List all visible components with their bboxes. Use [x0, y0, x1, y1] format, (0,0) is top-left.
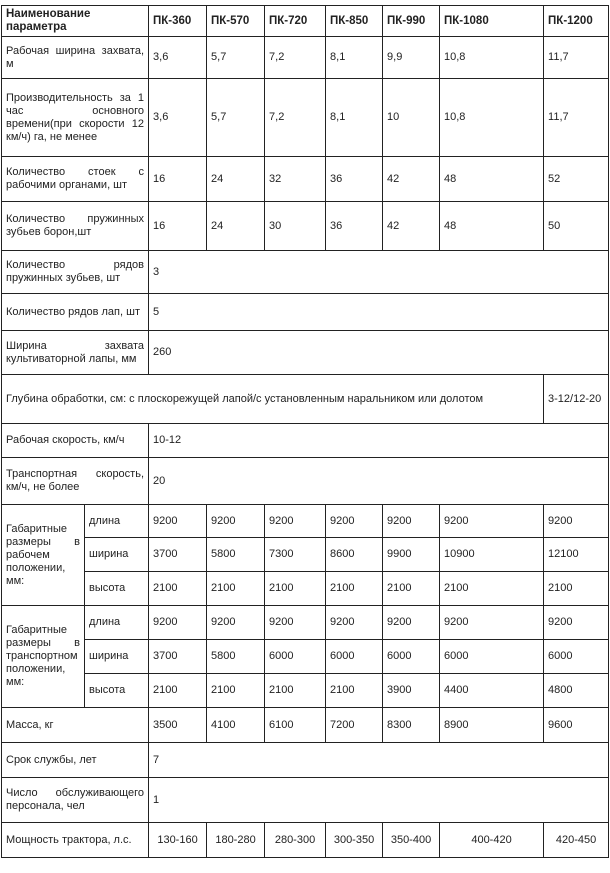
spec-table [1, 5, 609, 858]
cell: 2100 [207, 674, 265, 708]
sub-label: длина [85, 505, 149, 538]
cell: 3,6 [149, 79, 207, 157]
cell: 2100 [265, 674, 326, 708]
sub-label: высота [85, 572, 149, 606]
cell: 24 [207, 202, 265, 251]
cell: 10,8 [440, 79, 544, 157]
header-row [2, 6, 609, 37]
cell: 2100 [265, 572, 326, 606]
cell: 8600 [326, 538, 383, 572]
cell: 24 [207, 157, 265, 202]
cell: 3 [149, 251, 609, 294]
cell: 11,7 [544, 79, 609, 157]
row-label: Габаритные размеры в рабочем положении, мм: [2, 505, 85, 606]
cell: 9200 [149, 505, 207, 538]
header-pk850: ПК-850 [326, 6, 383, 37]
cell: 48 [440, 157, 544, 202]
cell: 10 [383, 79, 440, 157]
row-racks [2, 157, 609, 202]
sub-label: ширина [85, 538, 149, 572]
row-label: Количество пружинных зубьев борон,шт [2, 202, 149, 251]
cell: 6000 [265, 640, 326, 674]
cell: 260 [149, 331, 609, 375]
row-label: Рабочая ширина захвата, м [2, 37, 149, 79]
row-paw-width [2, 331, 609, 375]
cell: 3500 [149, 708, 207, 743]
row-productivity [2, 79, 609, 157]
cell: 9200 [207, 505, 265, 538]
cell: 9200 [207, 606, 265, 640]
cell: 6000 [383, 640, 440, 674]
cell: 6000 [326, 640, 383, 674]
cell: 8,1 [326, 79, 383, 157]
cell: 9600 [544, 708, 609, 743]
cell: 42 [383, 157, 440, 202]
cell: 7200 [326, 708, 383, 743]
row-transport-height [2, 674, 609, 708]
cell: 2100 [207, 572, 265, 606]
header-pk1080: ПК-1080 [440, 6, 544, 37]
cell: 9200 [440, 606, 544, 640]
cell: 3700 [149, 640, 207, 674]
cell: 2100 [440, 572, 544, 606]
cell: 10-12 [149, 424, 609, 458]
row-label: Количество стоек с рабочими органами, шт [2, 157, 149, 202]
cell: 6000 [544, 640, 609, 674]
cell: 36 [326, 202, 383, 251]
row-depth [2, 375, 609, 424]
row-teeth [2, 202, 609, 251]
cell: 280-300 [265, 823, 326, 858]
cell: 48 [440, 202, 544, 251]
row-label: Ширина захвата культиваторной лапы, мм [2, 331, 149, 375]
cell: 4400 [440, 674, 544, 708]
cell: 2100 [149, 674, 207, 708]
cell: 5800 [207, 538, 265, 572]
sub-label: длина [85, 606, 149, 640]
cell: 300-350 [326, 823, 383, 858]
row-label: Число обслуживающего персонала, чел [2, 778, 149, 823]
row-transport-width [2, 640, 609, 674]
row-label: Транспортная скорость, км/ч, не более [2, 458, 149, 505]
cell: 2100 [326, 572, 383, 606]
header-pk1200: ПК-1200 [544, 6, 609, 37]
row-service-life [2, 743, 609, 778]
cell: 50 [544, 202, 609, 251]
cell: 4100 [207, 708, 265, 743]
row-label: Масса, кг [2, 708, 149, 743]
cell: 8,1 [326, 37, 383, 79]
cell: 10900 [440, 538, 544, 572]
cell: 11,7 [544, 37, 609, 79]
cell: 36 [326, 157, 383, 202]
cell: 180-280 [207, 823, 265, 858]
cell: 3-12/12-20 [544, 375, 609, 424]
row-speed [2, 424, 609, 458]
cell: 8900 [440, 708, 544, 743]
cell: 400-420 [440, 823, 544, 858]
cell: 130-160 [149, 823, 207, 858]
cell: 32 [265, 157, 326, 202]
cell: 9200 [544, 606, 609, 640]
cell: 9200 [265, 606, 326, 640]
cell: 7,2 [265, 37, 326, 79]
row-width [2, 37, 609, 79]
cell: 16 [149, 157, 207, 202]
cell: 6000 [440, 640, 544, 674]
row-label: Глубина обработки, см: с плоскорежущей лапой/с установленным наральником или долотом [2, 375, 544, 424]
header-pk720: ПК-720 [265, 6, 326, 37]
cell: 1 [149, 778, 609, 823]
cell: 3900 [383, 674, 440, 708]
cell: 7 [149, 743, 609, 778]
cell: 3,6 [149, 37, 207, 79]
cell: 9,9 [383, 37, 440, 79]
cell: 2100 [383, 572, 440, 606]
cell: 9200 [265, 505, 326, 538]
cell: 10,8 [440, 37, 544, 79]
header-pk570: ПК-570 [207, 6, 265, 37]
cell: 8300 [383, 708, 440, 743]
cell: 9200 [544, 505, 609, 538]
cell: 7,2 [265, 79, 326, 157]
row-work-length [2, 505, 609, 538]
row-label: Мощность трактора, л.с. [2, 823, 149, 858]
row-label: Габаритные размеры в транспортном положении, мм: [2, 606, 85, 708]
row-staff [2, 778, 609, 823]
cell: 52 [544, 157, 609, 202]
cell: 42 [383, 202, 440, 251]
cell: 2100 [149, 572, 207, 606]
cell: 9200 [383, 505, 440, 538]
cell: 7300 [265, 538, 326, 572]
header-param: Наименование параметра [2, 6, 149, 37]
row-label: Производительность за 1 час основного времени(при скорости 12 км/ч) га, не менее [2, 79, 149, 157]
cell: 6100 [265, 708, 326, 743]
cell: 4800 [544, 674, 609, 708]
row-work-width [2, 538, 609, 572]
header-pk360: ПК-360 [149, 6, 207, 37]
cell: 9200 [149, 606, 207, 640]
row-transport-length [2, 606, 609, 640]
header-pk990: ПК-990 [383, 6, 440, 37]
row-paw-rows [2, 294, 609, 331]
cell: 2100 [544, 572, 609, 606]
cell: 3700 [149, 538, 207, 572]
row-teeth-rows [2, 251, 609, 294]
cell: 9900 [383, 538, 440, 572]
sub-label: ширина [85, 640, 149, 674]
row-tractor-power [2, 823, 609, 858]
cell: 5,7 [207, 37, 265, 79]
cell: 9200 [383, 606, 440, 640]
cell: 5 [149, 294, 609, 331]
cell: 20 [149, 458, 609, 505]
cell: 9200 [440, 505, 544, 538]
cell: 2100 [326, 674, 383, 708]
cell: 5,7 [207, 79, 265, 157]
row-label: Количество рядов лап, шт [2, 294, 149, 331]
cell: 350-400 [383, 823, 440, 858]
row-label: Количество рядов пружинных зубьев, шт [2, 251, 149, 294]
cell: 16 [149, 202, 207, 251]
row-label: Срок службы, лет [2, 743, 149, 778]
sub-label: высота [85, 674, 149, 708]
cell: 30 [265, 202, 326, 251]
cell: 12100 [544, 538, 609, 572]
cell: 5800 [207, 640, 265, 674]
row-work-height [2, 572, 609, 606]
cell: 9200 [326, 606, 383, 640]
row-label: Рабочая скорость, км/ч [2, 424, 149, 458]
row-transport-speed [2, 458, 609, 505]
row-mass [2, 708, 609, 743]
cell: 420-450 [544, 823, 609, 858]
cell: 9200 [326, 505, 383, 538]
